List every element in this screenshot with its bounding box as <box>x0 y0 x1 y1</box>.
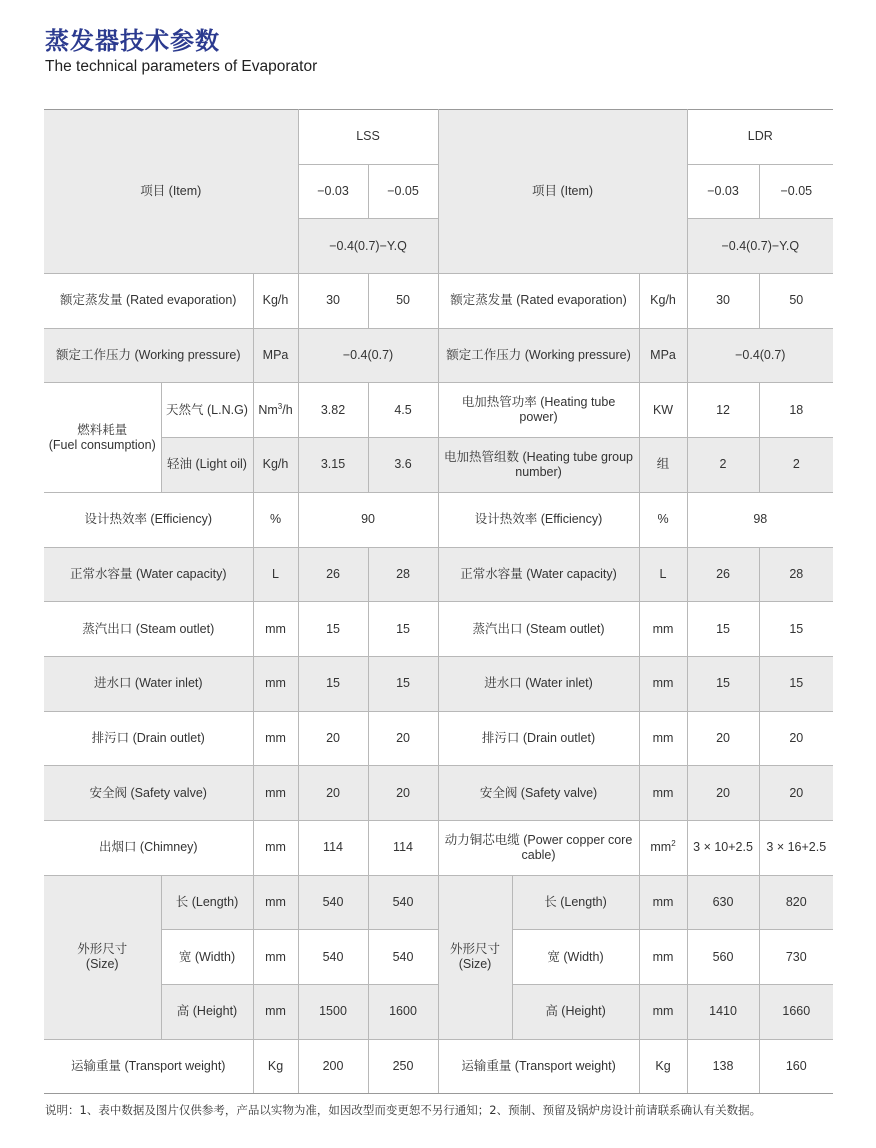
cell-value: 540 <box>368 875 438 930</box>
cell-value: 3.15 <box>298 438 368 493</box>
size-label-cn: 外形尺寸 <box>77 942 128 957</box>
cell-value: 250 <box>368 1039 438 1094</box>
row-label: 轻油 (Light oil) <box>161 438 253 493</box>
row-label: 宽 (Width) <box>161 930 253 985</box>
cell-value: 18 <box>759 383 833 438</box>
table-row <box>44 492 833 547</box>
row-unit: MPa <box>253 328 298 383</box>
row-label: 额定工作压力 (Working pressure) <box>44 328 253 383</box>
cell-value: 28 <box>368 547 438 602</box>
row-label: 宽 (Width) <box>512 930 639 985</box>
table-row <box>44 547 833 602</box>
cell-value: 560 <box>687 930 759 985</box>
cell-value: 2 <box>759 438 833 493</box>
row-label: 电加热管组数 (Heating tube group number) <box>438 438 639 493</box>
cell-value: 12 <box>687 383 759 438</box>
table-row <box>44 656 833 711</box>
row-unit: KW <box>639 383 687 438</box>
row-label: 安全阀 (Safety valve) <box>438 766 639 821</box>
row-label: 出烟口 (Chimney) <box>44 820 253 875</box>
row-unit: mm <box>253 930 298 985</box>
row-unit: mm <box>253 602 298 657</box>
table-row <box>44 383 833 438</box>
row-unit: L <box>639 547 687 602</box>
size-label-right <box>438 875 512 1039</box>
row-unit: mm <box>639 766 687 821</box>
row-label: 安全阀 (Safety valve) <box>44 766 253 821</box>
cell-value: 50 <box>368 274 438 329</box>
cell-value: 160 <box>759 1039 833 1094</box>
cell-value: 3 × 16+2.5 <box>759 820 833 875</box>
cell-value: 200 <box>298 1039 368 1094</box>
cell-value: 20 <box>687 766 759 821</box>
fuel-consumption-label <box>44 383 161 492</box>
row-unit: % <box>253 492 298 547</box>
cell-value: 50 <box>759 274 833 329</box>
spec-table <box>44 109 833 1094</box>
lss-variant-2: −0.05 <box>368 164 438 219</box>
cell-value: 15 <box>687 602 759 657</box>
fuel-label-cn: 燃料耗量 <box>77 422 128 437</box>
cell-value: 730 <box>759 930 833 985</box>
page-subtitle: The technical parameters of Evaporator <box>45 58 318 75</box>
row-unit: mm <box>253 820 298 875</box>
table-row <box>44 875 833 930</box>
row-label: 长 (Length) <box>512 875 639 930</box>
row-unit: L <box>253 547 298 602</box>
cell-value: −0.4(0.7) <box>687 328 833 383</box>
cell-value: 1500 <box>298 985 368 1040</box>
cell-value: 540 <box>368 930 438 985</box>
item-header: 项目 (Item) <box>44 110 298 274</box>
cell-value: 540 <box>298 930 368 985</box>
cell-value: 20 <box>687 711 759 766</box>
cell-value: 15 <box>687 656 759 711</box>
item-header-right: 项目 (Item) <box>438 110 687 274</box>
row-unit: $mm^2$ <box>639 820 687 875</box>
row-label: 正常水容量 (Water capacity) <box>44 547 253 602</box>
cell-value: 15 <box>368 656 438 711</box>
row-label: 电加热管功率 (Heating tube power) <box>438 383 639 438</box>
row-unit: Kg/h <box>639 274 687 329</box>
row-label: 蒸汽出口 (Steam outlet) <box>44 602 253 657</box>
cell-value: 138 <box>687 1039 759 1094</box>
cell-value: 20 <box>298 766 368 821</box>
row-unit: mm <box>253 985 298 1040</box>
row-label: 蒸汽出口 (Steam outlet) <box>438 602 639 657</box>
cell-value: 26 <box>298 547 368 602</box>
cell-value: 90 <box>298 492 438 547</box>
cell-value: 20 <box>759 766 833 821</box>
row-label: 动力铜芯电缆 (Power copper core cable) <box>438 820 639 875</box>
table-row <box>44 820 833 875</box>
cell-value: 2 <box>687 438 759 493</box>
lss-model-header: LSS <box>298 110 438 165</box>
row-unit: mm <box>253 656 298 711</box>
cell-value: 3.6 <box>368 438 438 493</box>
row-label: 排污口 (Drain outlet) <box>438 711 639 766</box>
table-row <box>44 274 833 329</box>
row-unit: % <box>639 492 687 547</box>
page-title: 蒸发器技术参数 <box>45 27 220 55</box>
cell-value: 3 × 10+2.5 <box>687 820 759 875</box>
row-unit: mm <box>253 875 298 930</box>
cell-value: 20 <box>368 711 438 766</box>
cell-value: 20 <box>759 711 833 766</box>
row-unit: mm <box>639 602 687 657</box>
size-label-en: (Size) <box>85 957 119 972</box>
row-label: 进水口 (Water inlet) <box>438 656 639 711</box>
table-row <box>44 766 833 821</box>
cell-value: 28 <box>759 547 833 602</box>
row-unit: mm <box>253 711 298 766</box>
cell-value: 540 <box>298 875 368 930</box>
table-row <box>44 1039 833 1094</box>
footnote: 说明：1、表中数据及图片仅供参考，产品以实物为准，如因改型而变更恕不另行通知；2、预制、预留及锅炉房设计前请联系确认有关数据。 <box>45 1103 762 1117</box>
ldr-model-header: LDR <box>687 110 833 165</box>
cell-value: 1600 <box>368 985 438 1040</box>
row-label: 高 (Height) <box>161 985 253 1040</box>
cell-value: 114 <box>298 820 368 875</box>
row-unit: MPa <box>639 328 687 383</box>
table-row <box>44 602 833 657</box>
cell-value: 630 <box>687 875 759 930</box>
row-unit: 组 <box>639 438 687 493</box>
ldr-variant-2: −0.05 <box>759 164 833 219</box>
cell-value: 98 <box>687 492 833 547</box>
row-label: 设计热效率 (Efficiency) <box>438 492 639 547</box>
row-unit: mm <box>253 766 298 821</box>
cell-value: −0.4(0.7) <box>298 328 438 383</box>
cell-value: 3.82 <box>298 383 368 438</box>
row-unit: mm <box>639 656 687 711</box>
row-label: 运输重量 (Transport weight) <box>438 1039 639 1094</box>
header-row <box>44 110 833 165</box>
fuel-label-en: (Fuel consumption) <box>48 437 156 452</box>
row-unit: Nm$^3$/h <box>253 383 298 438</box>
cell-value: 26 <box>687 547 759 602</box>
cell-value: 20 <box>368 766 438 821</box>
cell-value: 30 <box>298 274 368 329</box>
row-label: 设计热效率 (Efficiency) <box>44 492 253 547</box>
cell-value: 15 <box>368 602 438 657</box>
row-unit: mm <box>639 985 687 1040</box>
cell-value: 15 <box>759 656 833 711</box>
row-unit: mm <box>639 930 687 985</box>
row-label: 额定蒸发量 (Rated evaporation) <box>438 274 639 329</box>
cell-value: 15 <box>298 656 368 711</box>
cell-value: 114 <box>368 820 438 875</box>
cell-value: 1410 <box>687 985 759 1040</box>
cell-value: 30 <box>687 274 759 329</box>
row-label: 排污口 (Drain outlet) <box>44 711 253 766</box>
table-row <box>44 438 833 493</box>
cell-value: 4.5 <box>368 383 438 438</box>
row-label: 额定蒸发量 (Rated evaporation) <box>44 274 253 329</box>
cell-value: 1660 <box>759 985 833 1040</box>
row-label: 长 (Length) <box>161 875 253 930</box>
row-unit: mm <box>639 711 687 766</box>
row-unit: Kg/h <box>253 274 298 329</box>
cell-value: 15 <box>298 602 368 657</box>
size-label-cn: 外形尺寸 <box>450 942 501 957</box>
cell-value: 15 <box>759 602 833 657</box>
size-label <box>44 875 161 1039</box>
row-unit: Kg <box>639 1039 687 1094</box>
lss-series: −0.4(0.7)−Y.Q <box>298 219 438 274</box>
row-label: 高 (Height) <box>512 985 639 1040</box>
row-unit: Kg/h <box>253 438 298 493</box>
row-label: 正常水容量 (Water capacity) <box>438 547 639 602</box>
row-label: 天然气 (L.N.G) <box>161 383 253 438</box>
row-label: 运输重量 (Transport weight) <box>44 1039 253 1094</box>
ldr-variant-1: −0.03 <box>687 164 759 219</box>
cell-value: 20 <box>298 711 368 766</box>
row-unit: Kg <box>253 1039 298 1094</box>
row-label: 进水口 (Water inlet) <box>44 656 253 711</box>
row-unit: mm <box>639 875 687 930</box>
lss-variant-1: −0.03 <box>298 164 368 219</box>
ldr-series: −0.4(0.7)−Y.Q <box>687 219 833 274</box>
size-label-en: (Size) <box>458 957 492 972</box>
table-row <box>44 328 833 383</box>
row-label: 额定工作压力 (Working pressure) <box>438 328 639 383</box>
cell-value: 820 <box>759 875 833 930</box>
table-row <box>44 711 833 766</box>
